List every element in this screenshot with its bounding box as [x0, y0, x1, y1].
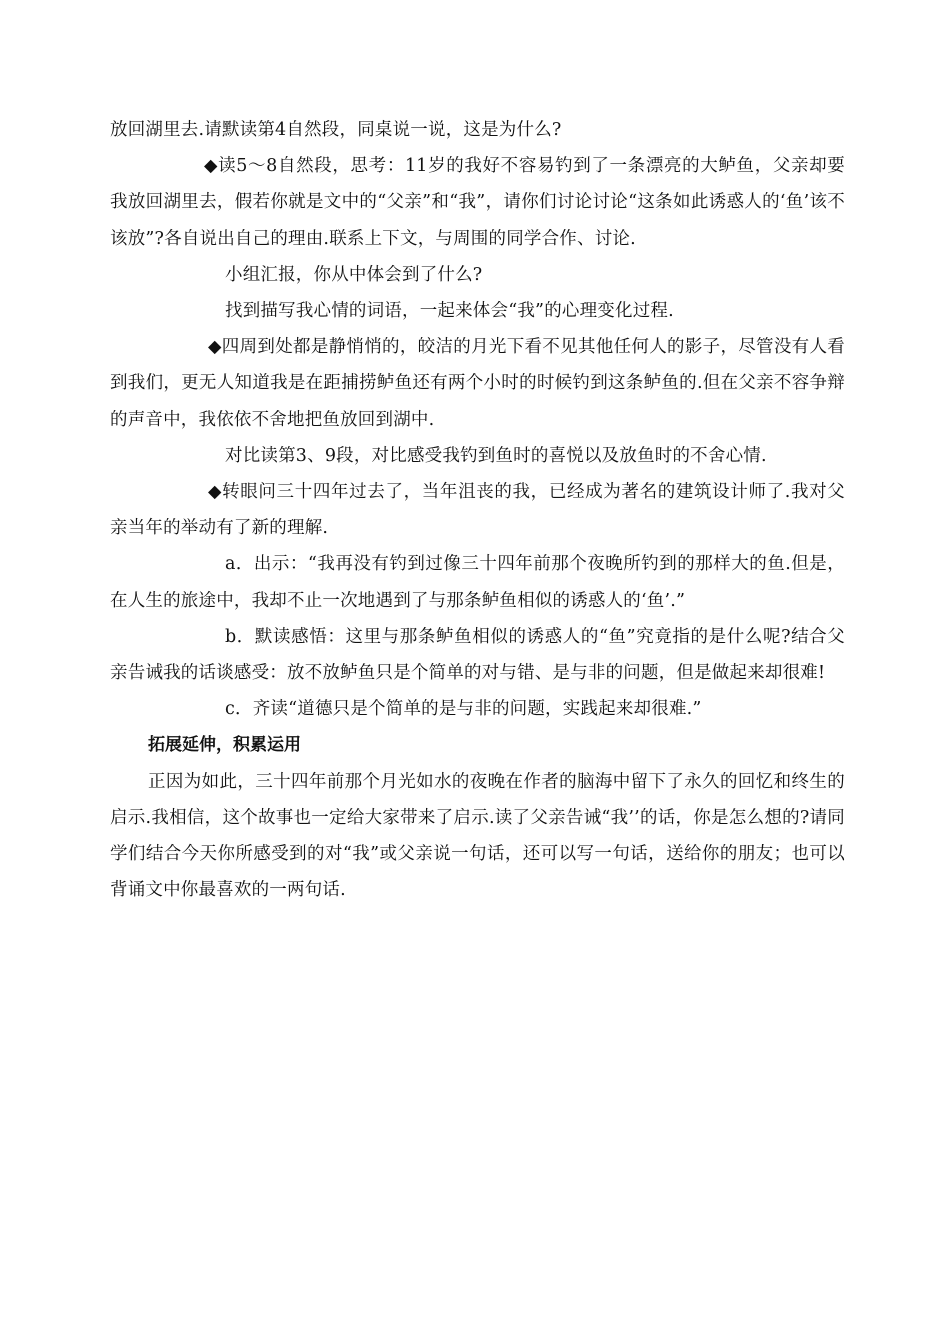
- paragraph-intro: 放回湖里去.请默读第4自然段，同桌说一说，这是为什么?: [110, 120, 562, 140]
- paragraph-compare-read: 对比读第3、9段，对比感受我钓到鱼时的喜悦以及放鱼时的不舍心情.: [225, 445, 767, 466]
- paragraph-find-words: 找到描写我心情的词语，一起来体会“我”的心理变化过程.: [225, 301, 674, 322]
- paragraph-read-5-8: ◆读5～8自然段，思考：11岁的我好不容易钓到了一条漂亮的大鲈鱼，父亲却要我放回湖里去，假若你就是文中的“父亲”和“我”，请你们讨论讨论“这条如此诱惑人的‘鱼’该不该放”?各自说出自己的理由.联系上下文，与周围的同学合作、讨论.: [110, 156, 845, 249]
- section-heading: 拓展延伸，积累运用: [148, 735, 301, 756]
- paragraph-34-years: ◆转眼问三十四年过去了，当年沮丧的我，已经成为著名的建筑设计师了.我对父亲当年的举动有了新的理解.: [110, 482, 845, 539]
- paragraph-closing: 正因为如此，三十四年前那个月光如水的夜晚在作者的脑海中留下了永久的回忆和终生的启示.我相信，这个故事也一定给大家带来了启示.读了父亲告诫“我’’的话，你是怎么想的?请同学们结合今天你所感受到的对“我”或父亲说一句话，还可以写一句话，送给你的朋友；也可以背诵文中你最喜欢的一两句话.: [110, 771, 845, 901]
- paragraph-group-report: 小组汇报，你从中体会到了什么?: [225, 264, 483, 285]
- paragraph-item-c: c．齐读“道德只是个简单的是与非的问题，实践起来却很难.”: [225, 699, 702, 720]
- paragraph-quiet-night: ◆四周到处都是静悄悄的，皎洁的月光下看不见其他任何人的影子，尽管没有人看到我们，更无人知道我是在距捕捞鲈鱼还有两个小时的时候钓到这条鲈鱼的.但在父亲不容争辩的声音中，我依依不舍地把鱼放回到湖中.: [110, 337, 845, 430]
- paragraph-item-b: b．默读感悟：这里与那条鲈鱼相似的诱惑人的“鱼”究竟指的是什么呢?结合父亲告诫我的话谈感受：放不放鲈鱼只是个简单的对与错、是与非的问题，但是做起来却很难!: [110, 626, 845, 684]
- paragraph-item-a: a．出示：“我再没有钓到过像三十四年前那个夜晚所钓到的那样大的鱼.但是，在人生的旅途中，我却不止一次地遇到了与那条鲈鱼相似的诱惑人的‘鱼’.”: [110, 554, 845, 611]
- document-body: [110, 112, 845, 908]
